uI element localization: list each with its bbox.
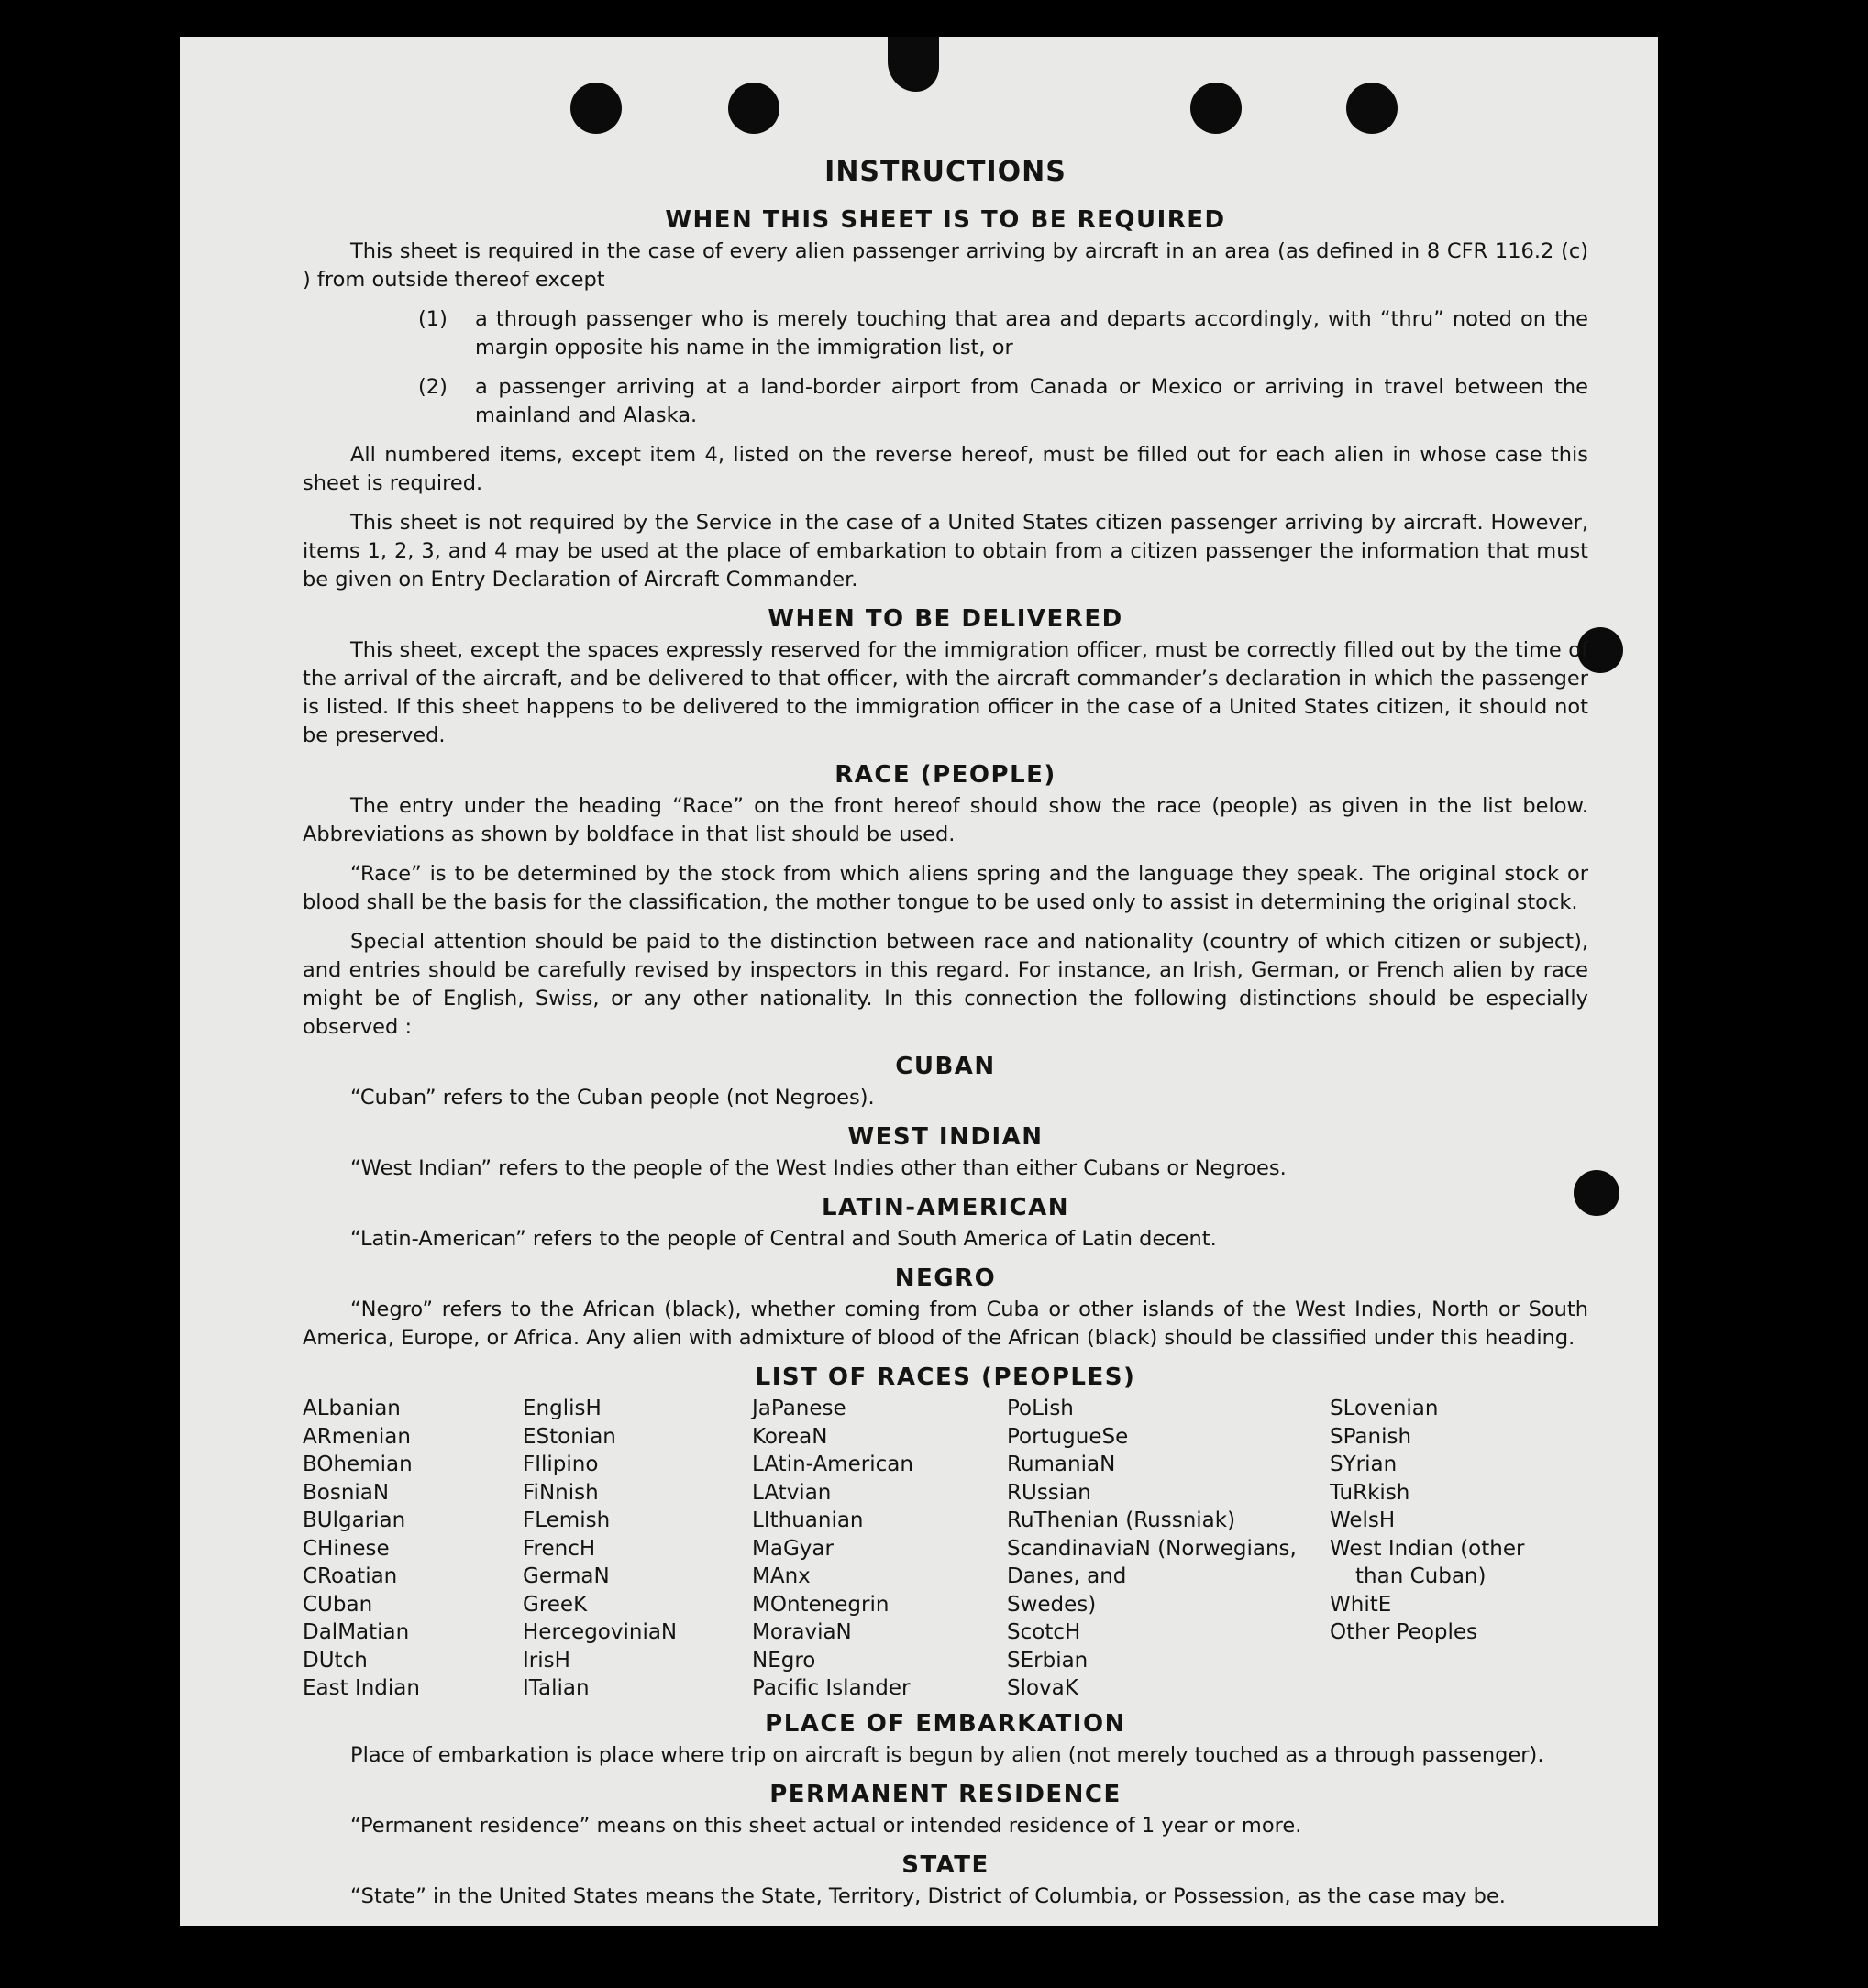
race-entry: PoLish <box>1007 1397 1074 1420</box>
race-entry: GreeK <box>523 1592 588 1617</box>
heading-west-indian: WEST INDIAN <box>847 1123 1044 1151</box>
heading-negro: NEGRO <box>894 1265 997 1292</box>
heading-state: STATE <box>901 1850 989 1879</box>
instructions-content <box>303 156 1588 1922</box>
race-entry: SPanish <box>1330 1424 1412 1449</box>
race-entry: MOntenegrin <box>752 1592 890 1617</box>
race-entry: Other Peoples <box>1330 1620 1478 1644</box>
race-entry: ALbanian <box>303 1397 401 1420</box>
heading-permanent-residence: PERMANENT RESIDENCE <box>769 1780 1122 1808</box>
item-number: (2) <box>418 375 448 399</box>
race-entry: BUlgarian <box>303 1508 406 1532</box>
item-text: a through passenger who is merely touching that area and departs accordingly, with “thru” noted on the margin opposite his name in the immigration list, or <box>475 307 1588 359</box>
races-list <box>303 1395 1588 1703</box>
races-column <box>1007 1395 1330 1703</box>
paragraph: This sheet is required in the case of every alien passenger arriving by aircraft in an area (as defined in 8 CFR 116.2 (c) ) from outside thereof except <box>303 239 1588 292</box>
race-entry: CHinese <box>303 1536 390 1561</box>
race-entry: RuThenian (Russniak) <box>1007 1508 1236 1532</box>
race-entry: JaPanese <box>752 1397 846 1420</box>
paragraph: “Permanent residence” means on this sheet actual or intended residence of 1 year or more. <box>350 1813 1302 1838</box>
race-entry: SLovenian <box>1330 1397 1439 1420</box>
paragraph: “Latin-American” refers to the people of Central and South America of Latin decent. <box>350 1227 1217 1251</box>
heading-place-of-embarkation: PLACE OF EMBARKATION <box>765 1709 1126 1738</box>
race-entry: ARmenian <box>303 1424 411 1449</box>
race-entry: TuRkish <box>1330 1480 1410 1505</box>
paragraph: Special attention should be paid to the distinction between race and nationality (country of which citizen or subject), and entries should be carefully revised by inspectors in this regard. For instance, an Irish, German, or French alien by race might be of English, Swiss, or any other nationality. In this connection the following distinctions should be especially observed : <box>303 930 1588 1039</box>
punch-hole <box>570 83 622 134</box>
race-entry: Pacific Islander <box>752 1676 911 1700</box>
list-item <box>303 305 1588 362</box>
race-entry: Swedes) <box>1007 1592 1097 1617</box>
race-entry: BOhemian <box>303 1452 413 1476</box>
heading-latin-american: LATIN-AMERICAN <box>821 1194 1070 1221</box>
race-entry: WhitE <box>1330 1592 1392 1617</box>
list-item <box>303 373 1588 430</box>
race-entry: LIthuanian <box>752 1508 864 1532</box>
race-entry: Danes, and <box>1007 1564 1127 1588</box>
race-entry: NEgro <box>752 1648 816 1673</box>
race-entry: EStonian <box>523 1424 616 1449</box>
race-entry: CRoatian <box>303 1564 398 1588</box>
race-entry: PortugueSe <box>1007 1424 1129 1449</box>
heading-when-required: WHEN THIS SHEET IS TO BE REQUIRED <box>665 206 1226 234</box>
race-entry: FiNnish <box>523 1480 599 1505</box>
paragraph: “Negro” refers to the African (black), whether coming from Cuba or other islands of the West Indies, North or South America, Europe, or Africa. Any alien with admixture of blood of the African (black) should be classified under this heading. <box>303 1298 1588 1350</box>
paragraph: “Cuban” refers to the Cuban people (not Negroes). <box>350 1086 875 1110</box>
race-entry: ScotcH <box>1007 1620 1081 1644</box>
race-entry: RumaniaN <box>1007 1452 1116 1476</box>
paragraph: This sheet is not required by the Service in the case of a United States citizen passenger arriving by aircraft. However, items 1, 2, 3, and 4 may be used at the place of embarkation to obtain from a citizen passenger the information that must be given on Entry Declaration of Aircraft Commander. <box>303 511 1588 591</box>
race-entry: LAtin-American <box>752 1452 913 1476</box>
race-entry: EnglisH <box>523 1397 602 1420</box>
race-entry: HercegoviniaN <box>523 1620 678 1644</box>
race-entry: West Indian (other <box>1330 1536 1525 1561</box>
race-entry: SYrian <box>1330 1452 1398 1476</box>
document-title: INSTRUCTIONS <box>824 156 1067 188</box>
heading-cuban: CUBAN <box>895 1053 996 1080</box>
race-entry: LAtvian <box>752 1480 832 1505</box>
race-entry: RUssian <box>1007 1480 1091 1505</box>
paragraph: All numbered items, except item 4, listed on the reverse hereof, must be filled out for each alien in whose case this sheet is required. <box>303 443 1588 495</box>
race-entry: SlovaK <box>1007 1676 1078 1700</box>
race-entry: GermaN <box>523 1564 610 1588</box>
race-entry: ScandinaviaN (Norwegians, <box>1007 1536 1297 1561</box>
item-text: a passenger arriving at a land-border airport from Canada or Mexico or arriving in travel between the mainland and Alaska. <box>475 375 1588 427</box>
race-entry: WelsH <box>1330 1508 1396 1532</box>
race-entry: DalMatian <box>303 1620 410 1644</box>
race-entry: than Cuban) <box>1355 1564 1487 1588</box>
punch-hole <box>1190 83 1242 134</box>
item-number: (1) <box>418 307 448 331</box>
races-column <box>523 1395 752 1703</box>
race-entry: KoreaN <box>752 1424 828 1449</box>
race-entry: East Indian <box>303 1676 420 1700</box>
race-entry: IrisH <box>523 1648 570 1673</box>
race-entry: FIlipino <box>523 1452 599 1476</box>
race-entry: DUtch <box>303 1648 368 1673</box>
race-entry: MoraviaN <box>752 1620 852 1644</box>
paragraph: The entry under the heading “Race” on the front hereof should show the race (people) as given in the list below. Abbreviations as shown by boldface in that list should be used. <box>303 794 1588 846</box>
paragraph: “West Indian” refers to the people of the West Indies other than either Cubans or Negroes. <box>350 1156 1287 1180</box>
paragraph: Place of embarkation is place where trip on aircraft is begun by alien (not merely touched as a through passenger). <box>350 1742 1544 1767</box>
heading-race: RACE (PEOPLE) <box>835 761 1056 789</box>
race-entry: ITalian <box>523 1676 590 1700</box>
race-entry: BosniaN <box>303 1480 390 1505</box>
punch-hole <box>728 83 779 134</box>
heading-list-of-races: LIST OF RACES (PEOPLES) <box>755 1364 1136 1391</box>
paragraph: “Race” is to be determined by the stock from which aliens spring and the language they speak. The original stock or blood shall be the basis for the classification, the mother tongue to be used only to assist in determining the original stock. <box>303 862 1588 914</box>
heading-when-delivered: WHEN TO BE DELIVERED <box>768 605 1123 633</box>
races-column <box>1330 1395 1568 1703</box>
race-entry: FrencH <box>523 1536 596 1561</box>
races-column <box>752 1395 1007 1703</box>
race-entry: SErbian <box>1007 1648 1089 1673</box>
race-entry: CUban <box>303 1592 373 1617</box>
race-entry: FLemish <box>523 1508 611 1532</box>
paragraph: This sheet, except the spaces expressly reserved for the immigration officer, must be correctly filled out by the time of the arrival of the aircraft, and be delivered to that officer, with the aircraft commander’s declaration in which the passenger is listed. If this sheet happens to be delivered to the immigration officer in the case of a United States citizen, it should not be preserved. <box>303 638 1588 747</box>
races-column <box>303 1395 523 1703</box>
punch-hole <box>1346 83 1398 134</box>
race-entry: MAnx <box>752 1564 811 1588</box>
race-entry: MaGyar <box>752 1536 834 1561</box>
torn-notch <box>888 37 939 92</box>
paragraph: “State” in the United States means the State, Territory, District of Columbia, or Possession, as the case may be. <box>350 1883 1506 1908</box>
